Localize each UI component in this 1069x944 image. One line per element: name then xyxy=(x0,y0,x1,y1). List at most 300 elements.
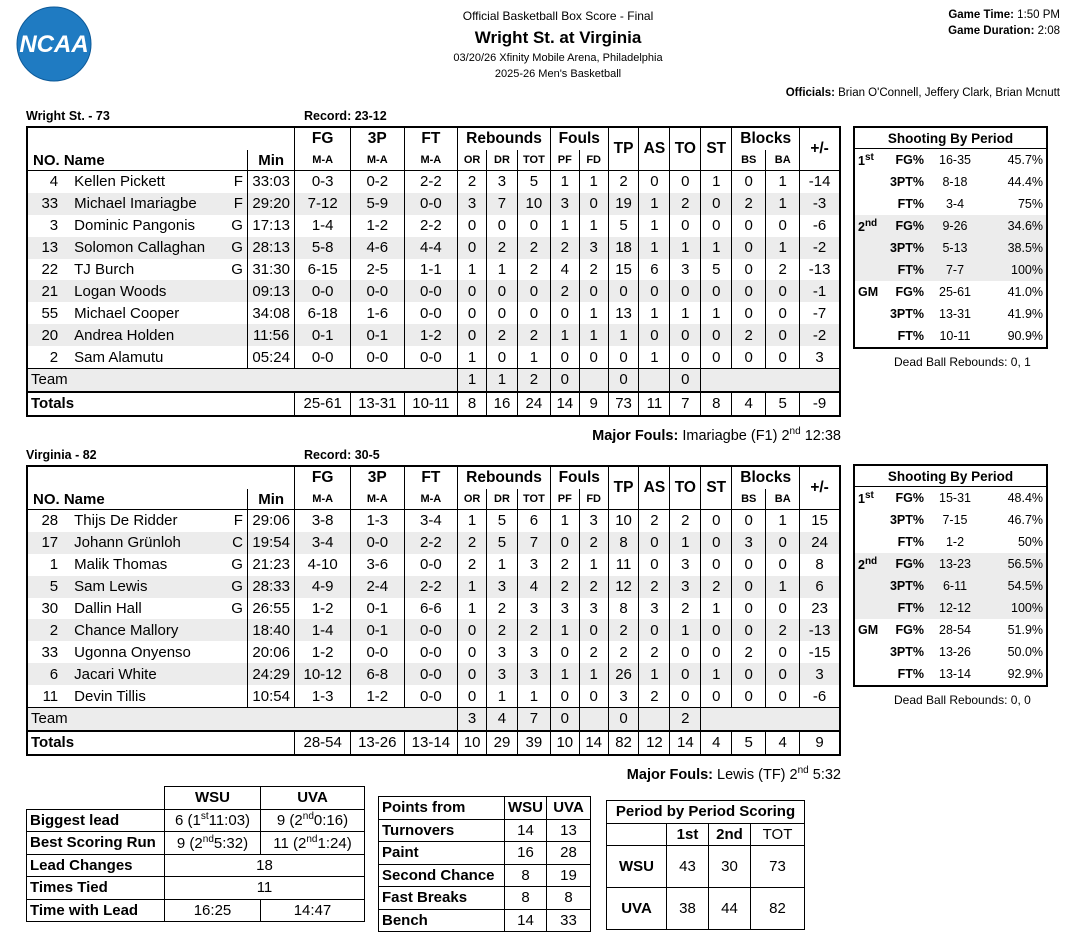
player-st: 1 xyxy=(701,237,732,259)
dead-ball-label: Dead Ball Rebounds: xyxy=(894,693,1008,707)
sbp-period xyxy=(854,619,884,641)
player-fg: 6-15 xyxy=(295,259,351,281)
totals-or: 10 xyxy=(458,731,487,755)
points-from-row xyxy=(379,909,591,932)
player-to: 0 xyxy=(670,641,701,663)
player-pos xyxy=(219,685,248,707)
player-to: 1 xyxy=(670,619,701,641)
player-tp: 18 xyxy=(608,237,639,259)
period-score: 43 xyxy=(667,846,709,888)
sbp-made-att: 13-23 xyxy=(926,553,984,575)
player-dr: 3 xyxy=(487,576,518,598)
best-run-uva-sup: nd xyxy=(306,833,318,845)
player-dr: 0 xyxy=(487,346,518,368)
player-st: 0 xyxy=(701,193,732,215)
pf-subheader: PF xyxy=(550,150,579,171)
sbp-made-att: 3-4 xyxy=(945,197,965,211)
player-pos xyxy=(219,641,248,663)
game-duration: 2:08 xyxy=(1037,25,1060,37)
player-or: 1 xyxy=(458,510,487,532)
player-p3: 3-6 xyxy=(351,554,405,576)
player-ba: 0 xyxy=(766,663,800,685)
player-p3: 2-5 xyxy=(351,259,405,281)
totals-tot: 24 xyxy=(517,392,550,416)
sbp-made-att: 6-11 xyxy=(926,575,984,597)
officials-names: Brian O'Connell, Jeffery Clark, Brian Mcnutt xyxy=(838,87,1060,99)
player-ba: 0 xyxy=(766,685,800,707)
totals-as: 11 xyxy=(639,392,670,416)
player-fd: 0 xyxy=(579,346,608,368)
biggest-lead-uva xyxy=(261,809,365,832)
player-dr: 7 xyxy=(487,193,518,215)
team2-record-value: 30-5 xyxy=(354,448,380,462)
team1-major-fouls-text: Imariagbe (F1) 2 xyxy=(682,427,790,444)
sbp-period-num: 2 xyxy=(858,220,865,235)
player-as: 1 xyxy=(639,346,670,368)
player-as: 0 xyxy=(639,532,670,554)
player-as: 1 xyxy=(639,302,670,324)
player-or: 0 xyxy=(458,641,487,663)
player-tot: 0 xyxy=(517,280,550,302)
period-scoring-row xyxy=(607,846,805,888)
player-dr: 2 xyxy=(487,324,518,346)
player-st: 1 xyxy=(701,598,732,620)
player-tot: 4 xyxy=(517,576,550,598)
player-min: 19:54 xyxy=(247,532,294,554)
player-or: 2 xyxy=(458,532,487,554)
player-tp: 19 xyxy=(608,193,639,215)
totals-pm: 9 xyxy=(800,731,840,755)
player-p3: 1-2 xyxy=(351,685,405,707)
player-or: 3 xyxy=(458,193,487,215)
player-st: 0 xyxy=(701,510,732,532)
player-no: 4 xyxy=(27,171,66,193)
period-header: 2nd xyxy=(709,823,751,846)
sbp-pct: 34.6% xyxy=(984,215,1047,237)
player-bs: 0 xyxy=(732,554,766,576)
biggest-lead-wsu-sup: st xyxy=(200,811,209,823)
player-ft: 1-2 xyxy=(404,324,458,346)
player-dr: 2 xyxy=(487,598,518,620)
team1-shooting-by-period xyxy=(853,126,1048,349)
sbp-pct: 41.9% xyxy=(1007,307,1044,321)
player-to: 1 xyxy=(670,532,701,554)
player-ba: 0 xyxy=(766,598,800,620)
player-to: 3 xyxy=(670,576,701,598)
player-name: Michael Imariagbe xyxy=(66,193,218,215)
player-pos xyxy=(219,619,248,641)
player-name: Dallin Hall xyxy=(74,600,142,617)
player-fg: 3-8 xyxy=(295,510,351,532)
player-to: 0 xyxy=(670,280,701,302)
player-or: 2 xyxy=(458,554,487,576)
player-ft: 0-0 xyxy=(404,280,458,302)
player-name: Sam Lewis xyxy=(66,576,218,598)
sbp-period-num: 1 xyxy=(858,154,865,169)
sbp-made-att: 8-18 xyxy=(942,175,968,189)
player-as: 0 xyxy=(639,554,670,576)
period-score: 82 xyxy=(751,888,805,930)
player-st: 0 xyxy=(701,532,732,554)
player-ft: 0-0 xyxy=(404,641,458,663)
player-tp: 5 xyxy=(608,215,639,237)
or-subheader: OR xyxy=(458,150,487,171)
team-rest xyxy=(701,369,840,392)
sbp-pct: 51.9% xyxy=(1007,623,1044,637)
team2-major-fouls xyxy=(627,765,841,783)
sbp-period xyxy=(854,663,884,686)
player-row xyxy=(27,215,840,237)
player-ft: 2-2 xyxy=(404,576,458,598)
player-bs: 0 xyxy=(732,171,766,193)
sbp-stat: FT% xyxy=(884,259,926,281)
sbp-made-att: 13-14 xyxy=(939,667,971,681)
player-fg: 0-0 xyxy=(295,346,351,368)
player-pos: G xyxy=(219,237,248,259)
points-from-wsu-header: WSU xyxy=(505,797,547,820)
sbp-stat: FG% xyxy=(884,215,926,237)
rebounds-header: Rebounds xyxy=(458,466,551,489)
points-from-wsu: 8 xyxy=(505,864,547,887)
fd-subheader: FD xyxy=(579,489,608,510)
player-min: 31:30 xyxy=(247,259,294,281)
player-dr: 0 xyxy=(487,302,518,324)
player-pf: 2 xyxy=(550,237,579,259)
player-dr: 5 xyxy=(487,510,518,532)
totals-fg: 25-61 xyxy=(295,392,351,416)
player-dr: 5 xyxy=(487,532,518,554)
tp-header: TP xyxy=(608,466,639,510)
player-bs: 2 xyxy=(732,641,766,663)
player-tp: 13 xyxy=(608,302,639,324)
player-ba: 0 xyxy=(766,302,800,324)
blocks-header: Blocks xyxy=(732,127,800,150)
sbp-period xyxy=(854,641,884,663)
player-no: 17 xyxy=(27,532,66,554)
player-or: 0 xyxy=(458,215,487,237)
player-pm: -2 xyxy=(800,324,840,346)
sbp-row xyxy=(854,641,1047,663)
period-team: WSU xyxy=(607,846,667,888)
sbp-period xyxy=(854,553,884,575)
sbp-pct: 41.0% xyxy=(1007,285,1044,299)
player-p3: 0-1 xyxy=(351,324,405,346)
player-name: Kellen Pickett xyxy=(74,173,166,191)
totals-ba: 5 xyxy=(766,392,800,416)
sbp-title: Shooting By Period xyxy=(854,127,1047,149)
team1-major-fouls-time: 12:38 xyxy=(804,427,841,444)
team-fd xyxy=(579,369,608,392)
player-dr: 3 xyxy=(487,641,518,663)
player-row xyxy=(27,554,840,576)
player-row xyxy=(27,237,840,259)
officials-label: Officials: xyxy=(785,87,835,99)
player-st: 1 xyxy=(701,663,732,685)
totals-pm: -9 xyxy=(800,392,840,416)
player-as: 2 xyxy=(639,510,670,532)
team-rest xyxy=(701,708,840,731)
player-as: 2 xyxy=(639,576,670,598)
season-line: 2025-26 Men's Basketball xyxy=(494,68,622,80)
player-pos: F xyxy=(219,193,248,215)
player-p3: 0-0 xyxy=(351,280,405,302)
player-tot: 10 xyxy=(517,193,550,215)
time-lead-label: Time with Lead xyxy=(27,899,165,922)
player-st: 0 xyxy=(701,685,732,707)
team-dr: 1 xyxy=(487,369,518,392)
player-p3: 0-0 xyxy=(351,641,405,663)
sbp-period xyxy=(854,215,884,237)
player-pos xyxy=(219,346,248,368)
player-tp: 1 xyxy=(608,324,639,346)
player-as: 2 xyxy=(639,641,670,663)
player-to: 2 xyxy=(670,193,701,215)
player-row xyxy=(27,259,840,281)
player-as: 2 xyxy=(639,685,670,707)
sbp-pct: 92.9% xyxy=(1007,667,1044,681)
player-or: 1 xyxy=(458,598,487,620)
player-p3: 0-1 xyxy=(351,619,405,641)
player-no: 55 xyxy=(27,302,66,324)
player-fd: 2 xyxy=(579,532,608,554)
player-min: 11:56 xyxy=(247,324,294,346)
player-ba: 1 xyxy=(766,237,800,259)
sbp-stat: FG% xyxy=(895,153,924,167)
team-label: Team xyxy=(27,369,458,392)
player-ba: 0 xyxy=(766,554,800,576)
or-subheader: OR xyxy=(458,489,487,510)
player-pm: -13 xyxy=(800,259,840,281)
sbp-period xyxy=(854,149,884,172)
player-tot: 2 xyxy=(517,324,550,346)
biggest-lead-uva-a: 9 (2 xyxy=(276,812,303,830)
player-fg: 4-9 xyxy=(295,576,351,598)
game-duration-label: Game Duration: xyxy=(948,25,1035,37)
sbp-row xyxy=(854,553,1047,575)
sbp-made-att: 13-31 xyxy=(939,307,971,321)
points-from-wsu: 16 xyxy=(505,842,547,865)
sbp-made-att: 16-35 xyxy=(939,153,971,167)
player-row xyxy=(27,685,840,707)
player-ft: 0-0 xyxy=(404,302,458,324)
player-ft: 0-0 xyxy=(404,619,458,641)
3p-header: 3P xyxy=(351,127,405,150)
player-fg: 1-4 xyxy=(295,619,351,641)
totals-bs: 5 xyxy=(732,731,766,755)
sbp-stat: FT% xyxy=(884,597,926,619)
player-dr: 0 xyxy=(487,215,518,237)
totals-tp: 82 xyxy=(608,731,639,755)
player-bs: 0 xyxy=(732,685,766,707)
sbp-period xyxy=(854,171,884,193)
player-bs: 0 xyxy=(732,237,766,259)
team-fd xyxy=(579,708,608,731)
best-run-uva-b: 1:24) xyxy=(317,834,352,852)
header-row-top xyxy=(27,127,840,150)
team1-dead-ball-value: 0, 1 xyxy=(1010,355,1031,369)
team-as xyxy=(639,708,670,731)
player-to: 0 xyxy=(670,171,701,193)
sbp-period xyxy=(854,487,884,510)
player-fd: 0 xyxy=(579,193,608,215)
lead-changes-label: Lead Changes xyxy=(27,854,165,877)
biggest-lead-wsu xyxy=(165,809,261,832)
team-as xyxy=(639,369,670,392)
totals-ft: 10-11 xyxy=(404,392,458,416)
player-ba: 2 xyxy=(766,619,800,641)
player-dr: 2 xyxy=(487,619,518,641)
team-to: 2 xyxy=(670,708,701,731)
player-st: 0 xyxy=(701,215,732,237)
game-time: 1:50 PM xyxy=(1017,9,1060,21)
totals-3p: 13-31 xyxy=(351,392,405,416)
player-fg: 5-8 xyxy=(295,237,351,259)
player-name: Devin Tillis xyxy=(74,687,146,705)
sbp-stat: FT% xyxy=(897,329,924,343)
player-pos: F xyxy=(219,510,248,532)
points-from-row xyxy=(379,864,591,887)
st-header: ST xyxy=(701,127,732,171)
player-row xyxy=(27,302,840,324)
sbp-row xyxy=(854,281,1047,303)
player-fd: 0 xyxy=(579,685,608,707)
sbp-pct: 50.0% xyxy=(1007,645,1044,659)
player-fd: 1 xyxy=(579,302,608,324)
player-st: 0 xyxy=(701,619,732,641)
player-name: Solomon Callaghan xyxy=(66,237,218,259)
player-pm: 24 xyxy=(800,532,840,554)
totals-pf: 10 xyxy=(550,731,579,755)
team-tp: 0 xyxy=(608,708,639,731)
player-tot: 1 xyxy=(517,685,550,707)
sbp-title: Shooting By Period xyxy=(854,465,1047,487)
player-p3: 4-6 xyxy=(351,237,405,259)
player-pos: F xyxy=(219,171,248,193)
player-row xyxy=(27,280,840,302)
player-fd: 3 xyxy=(579,237,608,259)
player-fg: 1-4 xyxy=(295,215,351,237)
fg-header: FG xyxy=(295,127,351,150)
player-pf: 1 xyxy=(550,619,579,641)
player-tot: 2 xyxy=(517,259,550,281)
player-or: 0 xyxy=(458,324,487,346)
dr-subheader: DR xyxy=(487,489,518,510)
sbp-period xyxy=(854,325,884,348)
ft-ma-subheader: M-A xyxy=(404,150,458,171)
player-st: 1 xyxy=(701,171,732,193)
best-run-uva-a: 11 (2 xyxy=(273,834,307,852)
ft-header: FT xyxy=(404,466,458,489)
points-from-category: Second Chance xyxy=(379,864,505,887)
bs-subheader: BS xyxy=(732,489,766,510)
sbp-pct: 90.9% xyxy=(1007,329,1044,343)
record-label: Record: xyxy=(304,109,352,123)
player-p3: 1-6 xyxy=(351,302,405,324)
player-dr: 2 xyxy=(487,237,518,259)
player-no: 33 xyxy=(27,641,66,663)
player-tot: 3 xyxy=(517,641,550,663)
sbp-pct: 75% xyxy=(1017,197,1044,211)
player-fg: 0-3 xyxy=(295,171,351,193)
player-min: 26:55 xyxy=(247,598,294,620)
player-min: 20:06 xyxy=(247,641,294,663)
team-label: Team xyxy=(27,708,458,731)
totals-st: 4 xyxy=(701,731,732,755)
player-min: 17:13 xyxy=(247,215,294,237)
player-name: Andrea Holden xyxy=(66,324,218,346)
team-or: 3 xyxy=(458,708,487,731)
player-st: 0 xyxy=(701,324,732,346)
player-pm: 3 xyxy=(800,663,840,685)
sbp-pct: 38.5% xyxy=(984,237,1047,259)
points-from-uva: 8 xyxy=(547,887,591,910)
player-ft: 6-6 xyxy=(404,598,458,620)
player-p3: 1-3 xyxy=(351,510,405,532)
summary-wsu-header: WSU xyxy=(165,787,261,810)
tp-header: TP xyxy=(608,127,639,171)
player-pm: -13 xyxy=(800,619,840,641)
times-tied-value: 11 xyxy=(165,877,365,900)
player-pf: 1 xyxy=(550,324,579,346)
team1-major-fouls xyxy=(592,426,841,444)
player-row xyxy=(27,619,840,641)
sbp-pct: 100% xyxy=(984,259,1047,281)
totals-to: 7 xyxy=(670,392,701,416)
player-name: Malik Thomas xyxy=(74,556,168,574)
totals-ba: 4 xyxy=(766,731,800,755)
points-from-uva: 19 xyxy=(547,864,591,887)
box-score-subtitle: Official Basketball Box Score - Final xyxy=(462,9,654,23)
player-no: 21 xyxy=(27,280,66,302)
player-no: 2 xyxy=(27,619,66,641)
player-pf: 1 xyxy=(550,663,579,685)
period-score: 38 xyxy=(667,888,709,930)
player-as: 1 xyxy=(639,215,670,237)
player-st: 0 xyxy=(701,280,732,302)
player-or: 0 xyxy=(458,619,487,641)
player-no: 1 xyxy=(27,554,66,576)
player-pm: -7 xyxy=(800,302,840,324)
sbp-pct: 45.7% xyxy=(1007,153,1044,167)
player-tot: 2 xyxy=(517,237,550,259)
sbp-stat: FG% xyxy=(895,491,924,505)
player-tot: 3 xyxy=(517,554,550,576)
player-bs: 0 xyxy=(732,663,766,685)
player-pf: 1 xyxy=(550,510,579,532)
sbp-period-num: GM xyxy=(858,623,879,637)
player-or: 2 xyxy=(458,171,487,193)
player-no: 3 xyxy=(27,215,66,237)
player-st: 0 xyxy=(701,554,732,576)
player-no: 11 xyxy=(27,685,66,707)
biggest-lead-uva-sup: nd xyxy=(302,811,314,823)
player-to: 0 xyxy=(670,346,701,368)
player-fg: 1-2 xyxy=(295,598,351,620)
player-no: 20 xyxy=(27,324,66,346)
player-to: 0 xyxy=(670,663,701,685)
sbp-stat: 3PT% xyxy=(889,645,924,659)
player-min: 09:13 xyxy=(247,280,294,302)
player-fg: 4-10 xyxy=(295,554,351,576)
time-lead-uva: 14:47 xyxy=(261,899,365,922)
player-fg: 0-0 xyxy=(295,280,351,302)
player-min: 29:20 xyxy=(247,193,294,215)
player-pos: G xyxy=(219,576,248,598)
player-bs: 0 xyxy=(732,259,766,281)
player-as: 0 xyxy=(639,619,670,641)
pf-subheader: PF xyxy=(550,489,579,510)
to-header: TO xyxy=(670,127,701,171)
